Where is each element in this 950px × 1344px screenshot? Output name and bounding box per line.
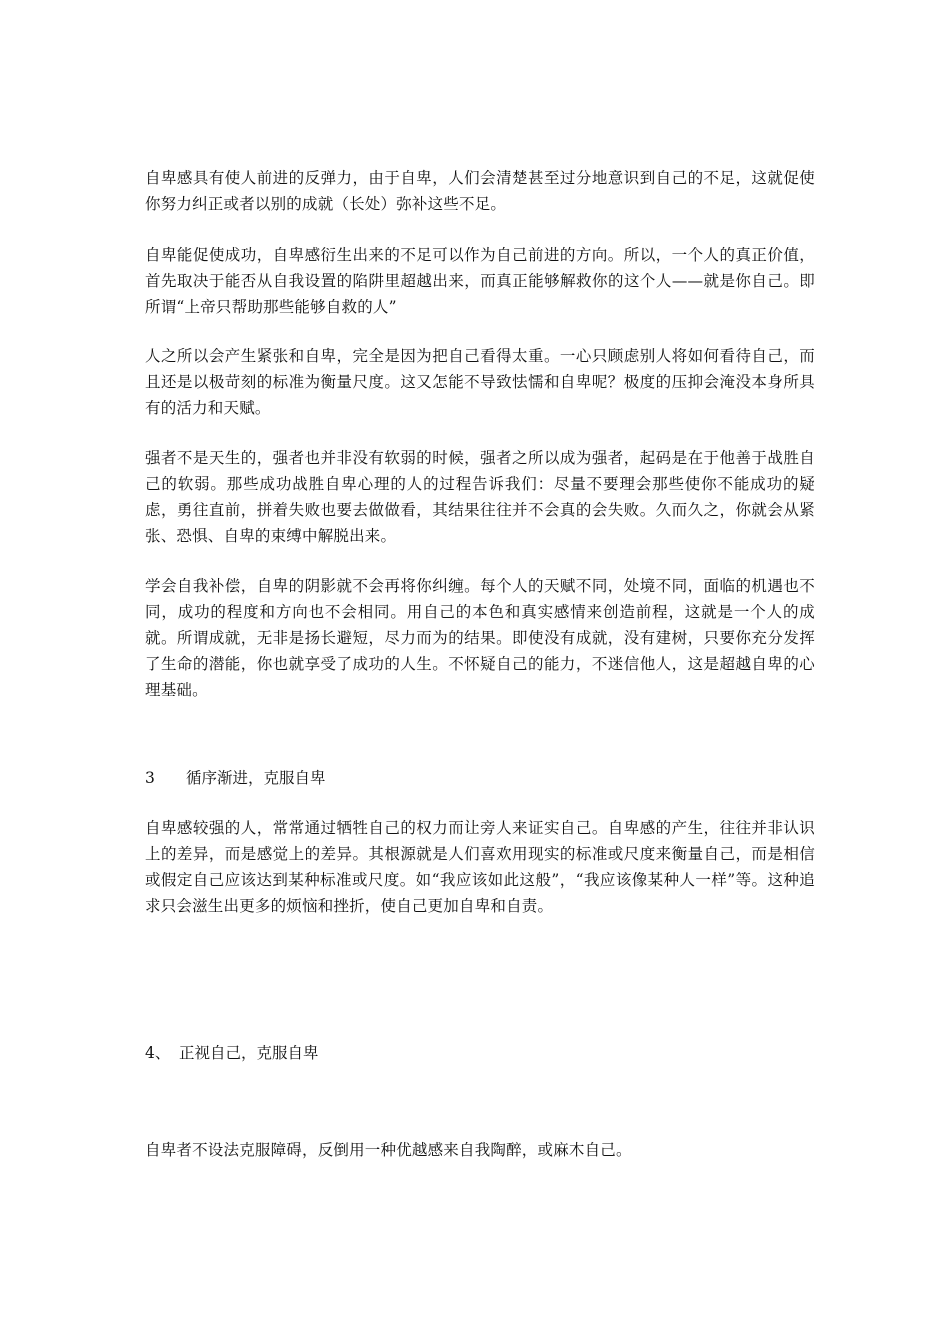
paragraph-section-4: 自卑者不设法克服障碍，反倒用一种优越感来自我陶醉，或麻木自己。 [145,1141,632,1159]
section-4-title: 正视自己，克服自卑 [179,1044,319,1062]
section-3-number: 3 [145,769,155,787]
paragraph-tension-cause: 人之所以会产生紧张和自卑，完全是因为把自己看得太重。一心只顾虑别人将如何看待自己，而且还是以极苛刻的标准为衡量尺度。这又怎能不导致怯懦和自卑呢？极度的压抑会淹没本身所具有的活力和天赋。 [145,347,815,417]
paragraph-self-compensation: 学会自我补偿，自卑的阴影就不会再将你纠缠。每个人的天赋不同，处境不同，面临的机遇也不同，成功的程度和方向也不会相同。用自己的本色和真实感情来创造前程，这就是一个人的成就。所谓成就，无非是扬长避短，尽力而为的结果。即使没有成就，没有建树，只要你充分发挥了生命的潜能，你也就享受了成功的人生。不怀疑自己的能力，不迷信他人，这是超越自卑的心理基础。 [145,577,815,699]
section-3-title: 循序渐进，克服自卑 [186,769,326,787]
section-4-heading [145,1040,319,1066]
paragraph-inferiority-success: 自卑能促使成功，自卑感衍生出来的不足可以作为自己前进的方向。所以，一个人的真正价值，首先取决于能否从自我设置的陷阱里超越出来，而真正能够解救你的这个人——就是你自己。即所谓“上帝只帮助那些能够自救的人” [145,246,815,316]
section-3-heading [145,765,326,791]
paragraph-strong-people: 强者不是天生的，强者也并非没有软弱的时候，强者之所以成为强者，起码是在于他善于战胜自己的软弱。那些成功战胜自卑心理的人的过程告诉我们：尽量不要理会那些使你不能成功的疑虑，勇往直前，拼着失败也要去做做看，其结果往往并不会真的会失败。久而久之，你就会从紧张、恐惧、自卑的束缚中解脱出来。 [145,449,815,545]
paragraph-inferiority-rebound: 自卑感具有使人前进的反弹力，由于自卑，人们会清楚甚至过分地意识到自己的不足，这就促使你努力纠正或者以别的成就（长处）弥补这些不足。 [145,169,815,213]
paragraph-section-3: 自卑感较强的人，常常通过牺牲自己的权力而让旁人来证实自己。自卑感的产生，往往并非认识上的差异，而是感觉上的差异。其根源就是人们喜欢用现实的标准或尺度来衡量自己，而是相信或假定自己应该达到某种标准或尺度。如“我应该如此这般”，“我应该像某种人一样”等。这种追求只会滋生出更多的烦恼和挫折，使自己更加自卑和自责。 [145,819,815,915]
section-4-number: 4、 [145,1044,171,1062]
